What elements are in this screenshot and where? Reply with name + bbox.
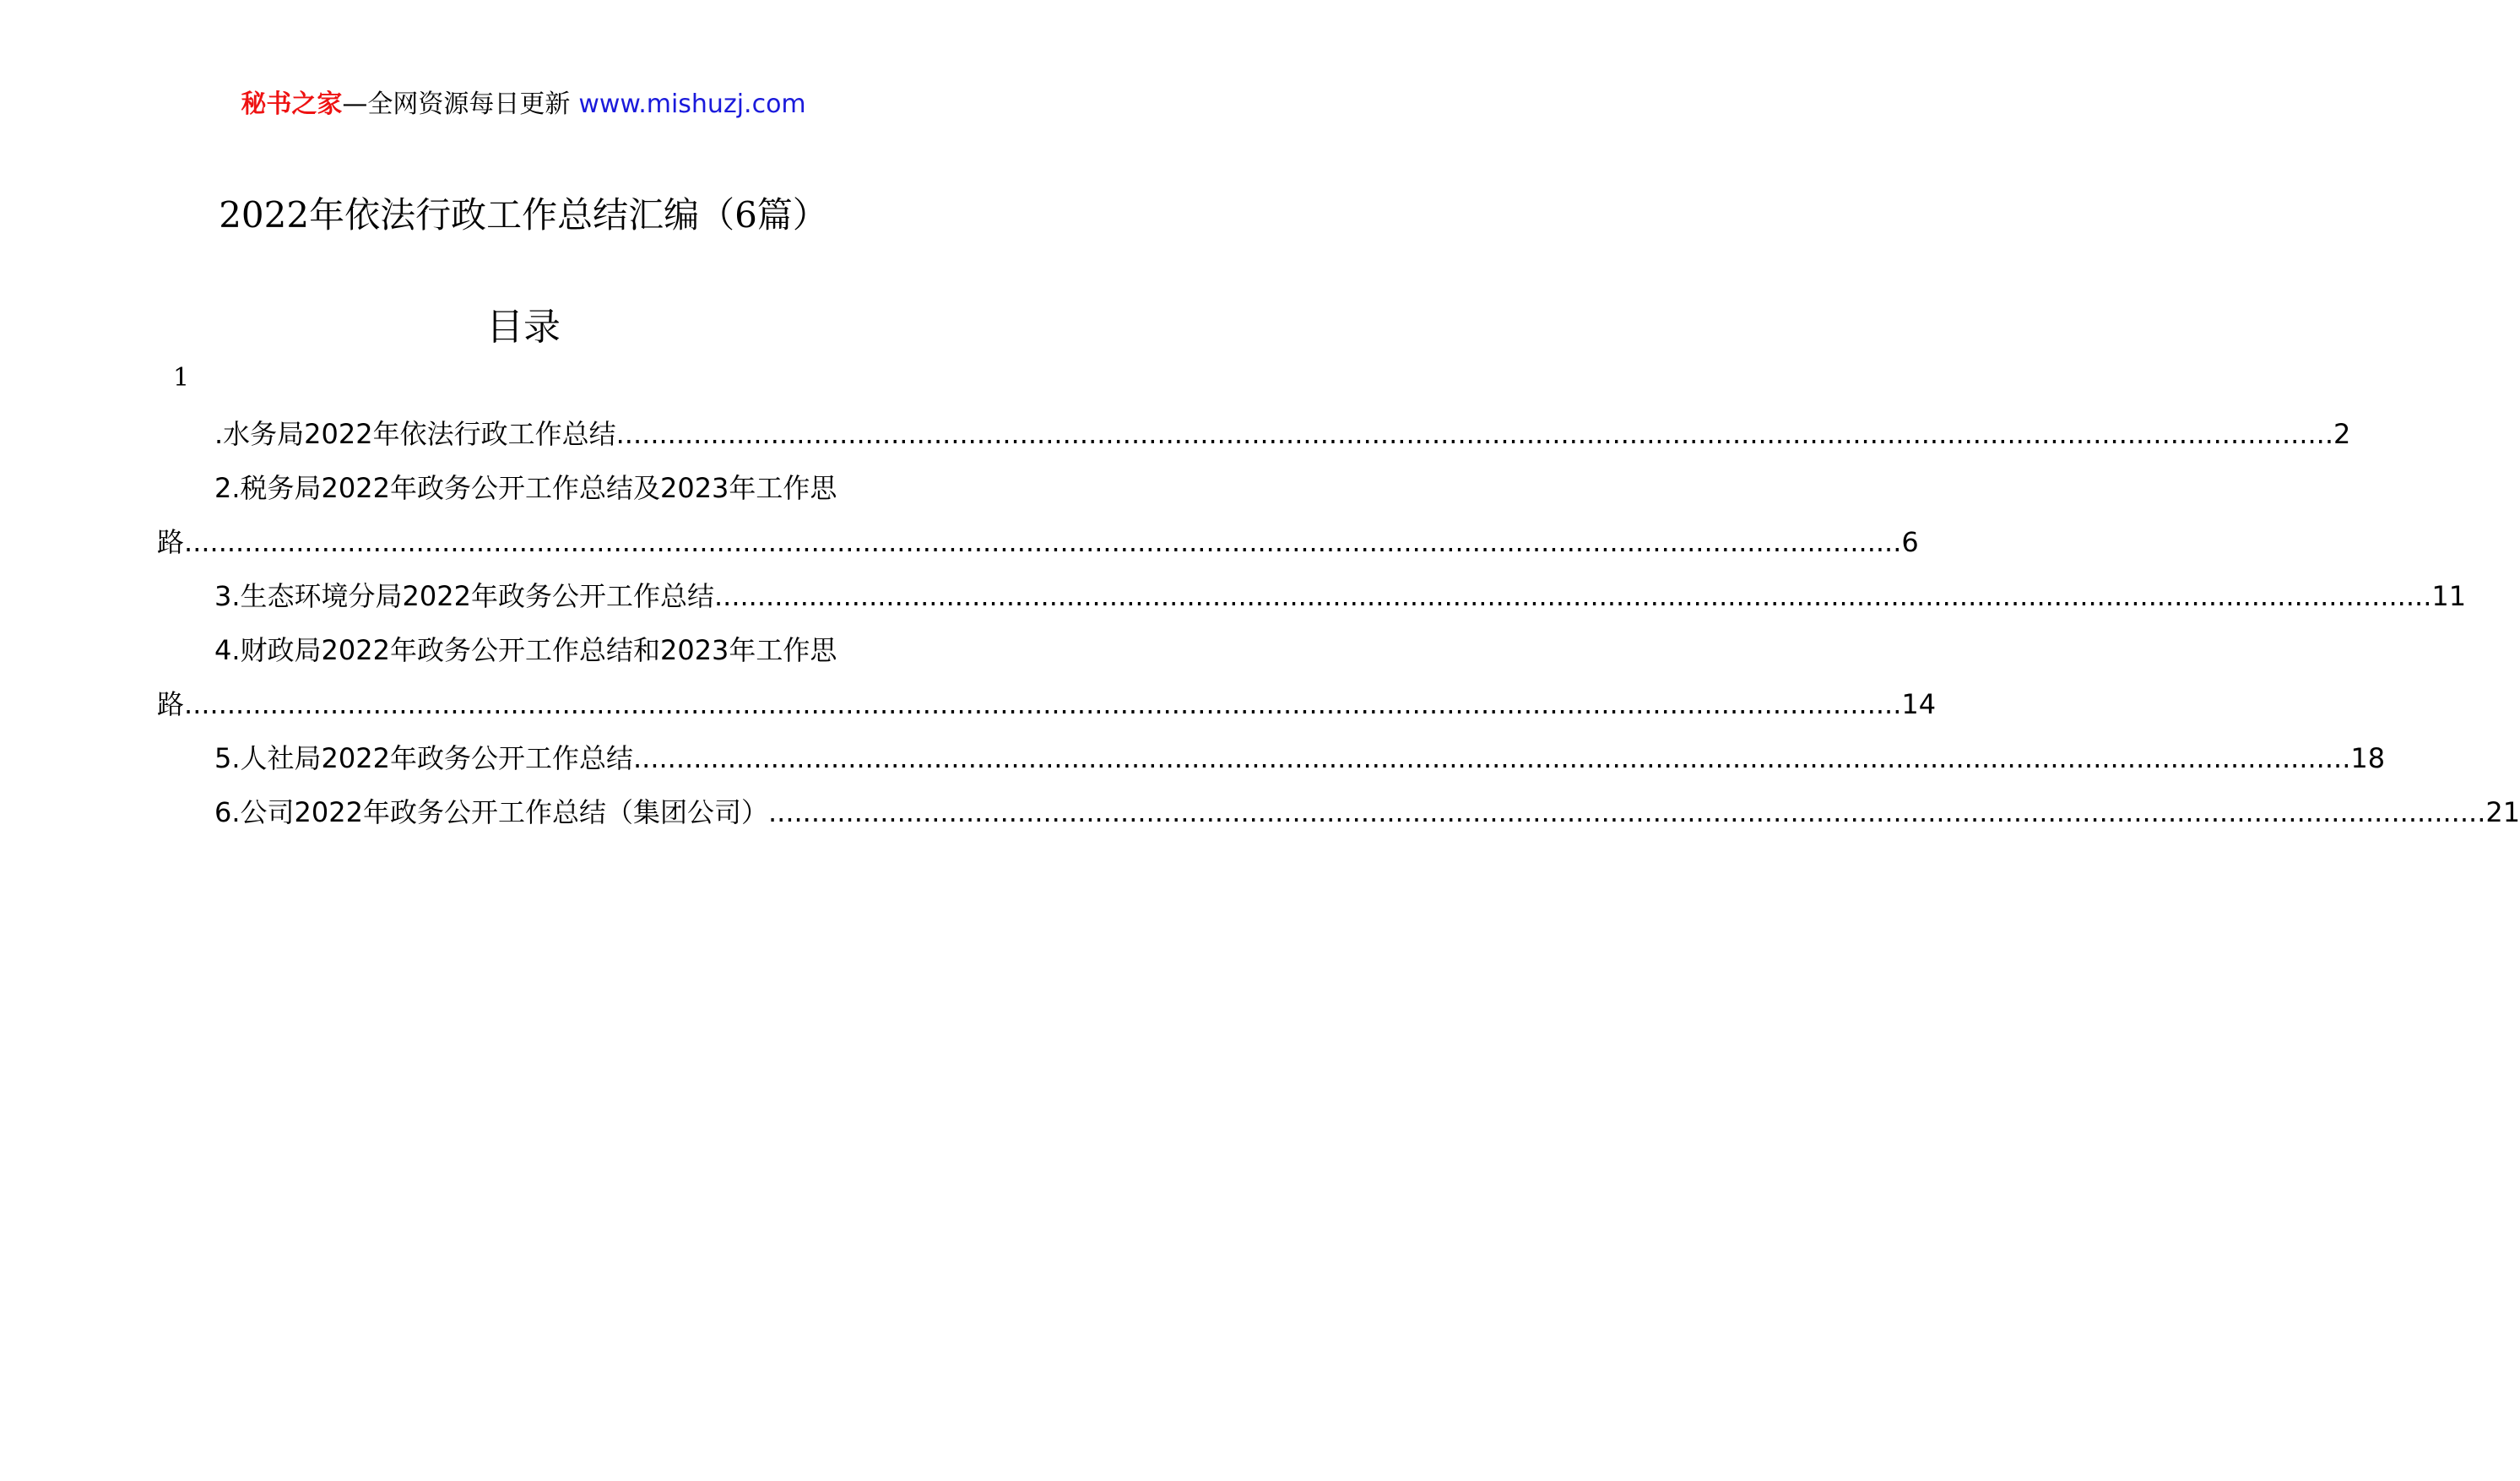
stray-number: 1	[173, 363, 190, 393]
toc-leader-dots: ........................................................................................................................................................................................................	[615, 418, 2333, 450]
toc-leader-dots: ........................................................................................................................................................................................................	[767, 796, 2486, 828]
toc-entry[interactable]	[157, 785, 2520, 839]
toc-page-number: 14	[1901, 688, 1937, 720]
toc-page-number: 6	[1901, 526, 1919, 558]
toc-page-number: 21	[2485, 796, 2520, 828]
toc-entry-title: 2.税务局2022年政务公开工作总结及2023年工作思	[214, 472, 837, 504]
table-of-contents	[157, 407, 2520, 839]
toc-entry-title: 5.人社局2022年政务公开工作总结	[214, 742, 633, 774]
toc-entry[interactable]	[157, 731, 2386, 785]
toc-entry-title: 4.财政局2022年政务公开工作总结和2023年工作思	[214, 634, 837, 666]
toc-entry-title: 3.生态环境分局2022年政务公开工作总结	[214, 580, 714, 612]
toc-leader-dots: ........................................................................................................................................................................................................	[632, 742, 2351, 774]
toc-entry[interactable]	[157, 407, 2351, 461]
toc-entry-title-continued: 路	[157, 526, 185, 558]
toc-page-number: 2	[2333, 418, 2351, 450]
slogan: —全网资源每日更新	[342, 90, 571, 119]
toc-entry[interactable]	[157, 569, 2467, 623]
toc-entry[interactable]	[157, 461, 1919, 569]
toc-entry-title: 6.公司2022年政务公开工作总结（集团公司）	[214, 796, 768, 828]
document-title: 2022年依法行政工作总结汇编（6篇）	[219, 194, 828, 236]
site-url-link[interactable]: www.mishuzj.com	[578, 90, 806, 119]
toc-heading: 目录	[486, 306, 561, 349]
toc-leader-dots: ........................................................................................................................................................................................................	[184, 688, 1902, 720]
toc-page-number: 18	[2350, 742, 2386, 774]
toc-entry[interactable]	[157, 623, 1937, 731]
brand-name: 秘书之家	[241, 90, 343, 119]
toc-entry-title-continued: 路	[157, 688, 185, 720]
toc-entry-title: .水务局2022年依法行政工作总结	[214, 418, 616, 450]
toc-leader-dots: ........................................................................................................................................................................................................	[184, 526, 1902, 558]
site-banner	[0, 84, 1047, 125]
toc-page-number: 11	[2431, 580, 2467, 612]
toc-leader-dots: ........................................................................................................................................................................................................	[713, 580, 2432, 612]
